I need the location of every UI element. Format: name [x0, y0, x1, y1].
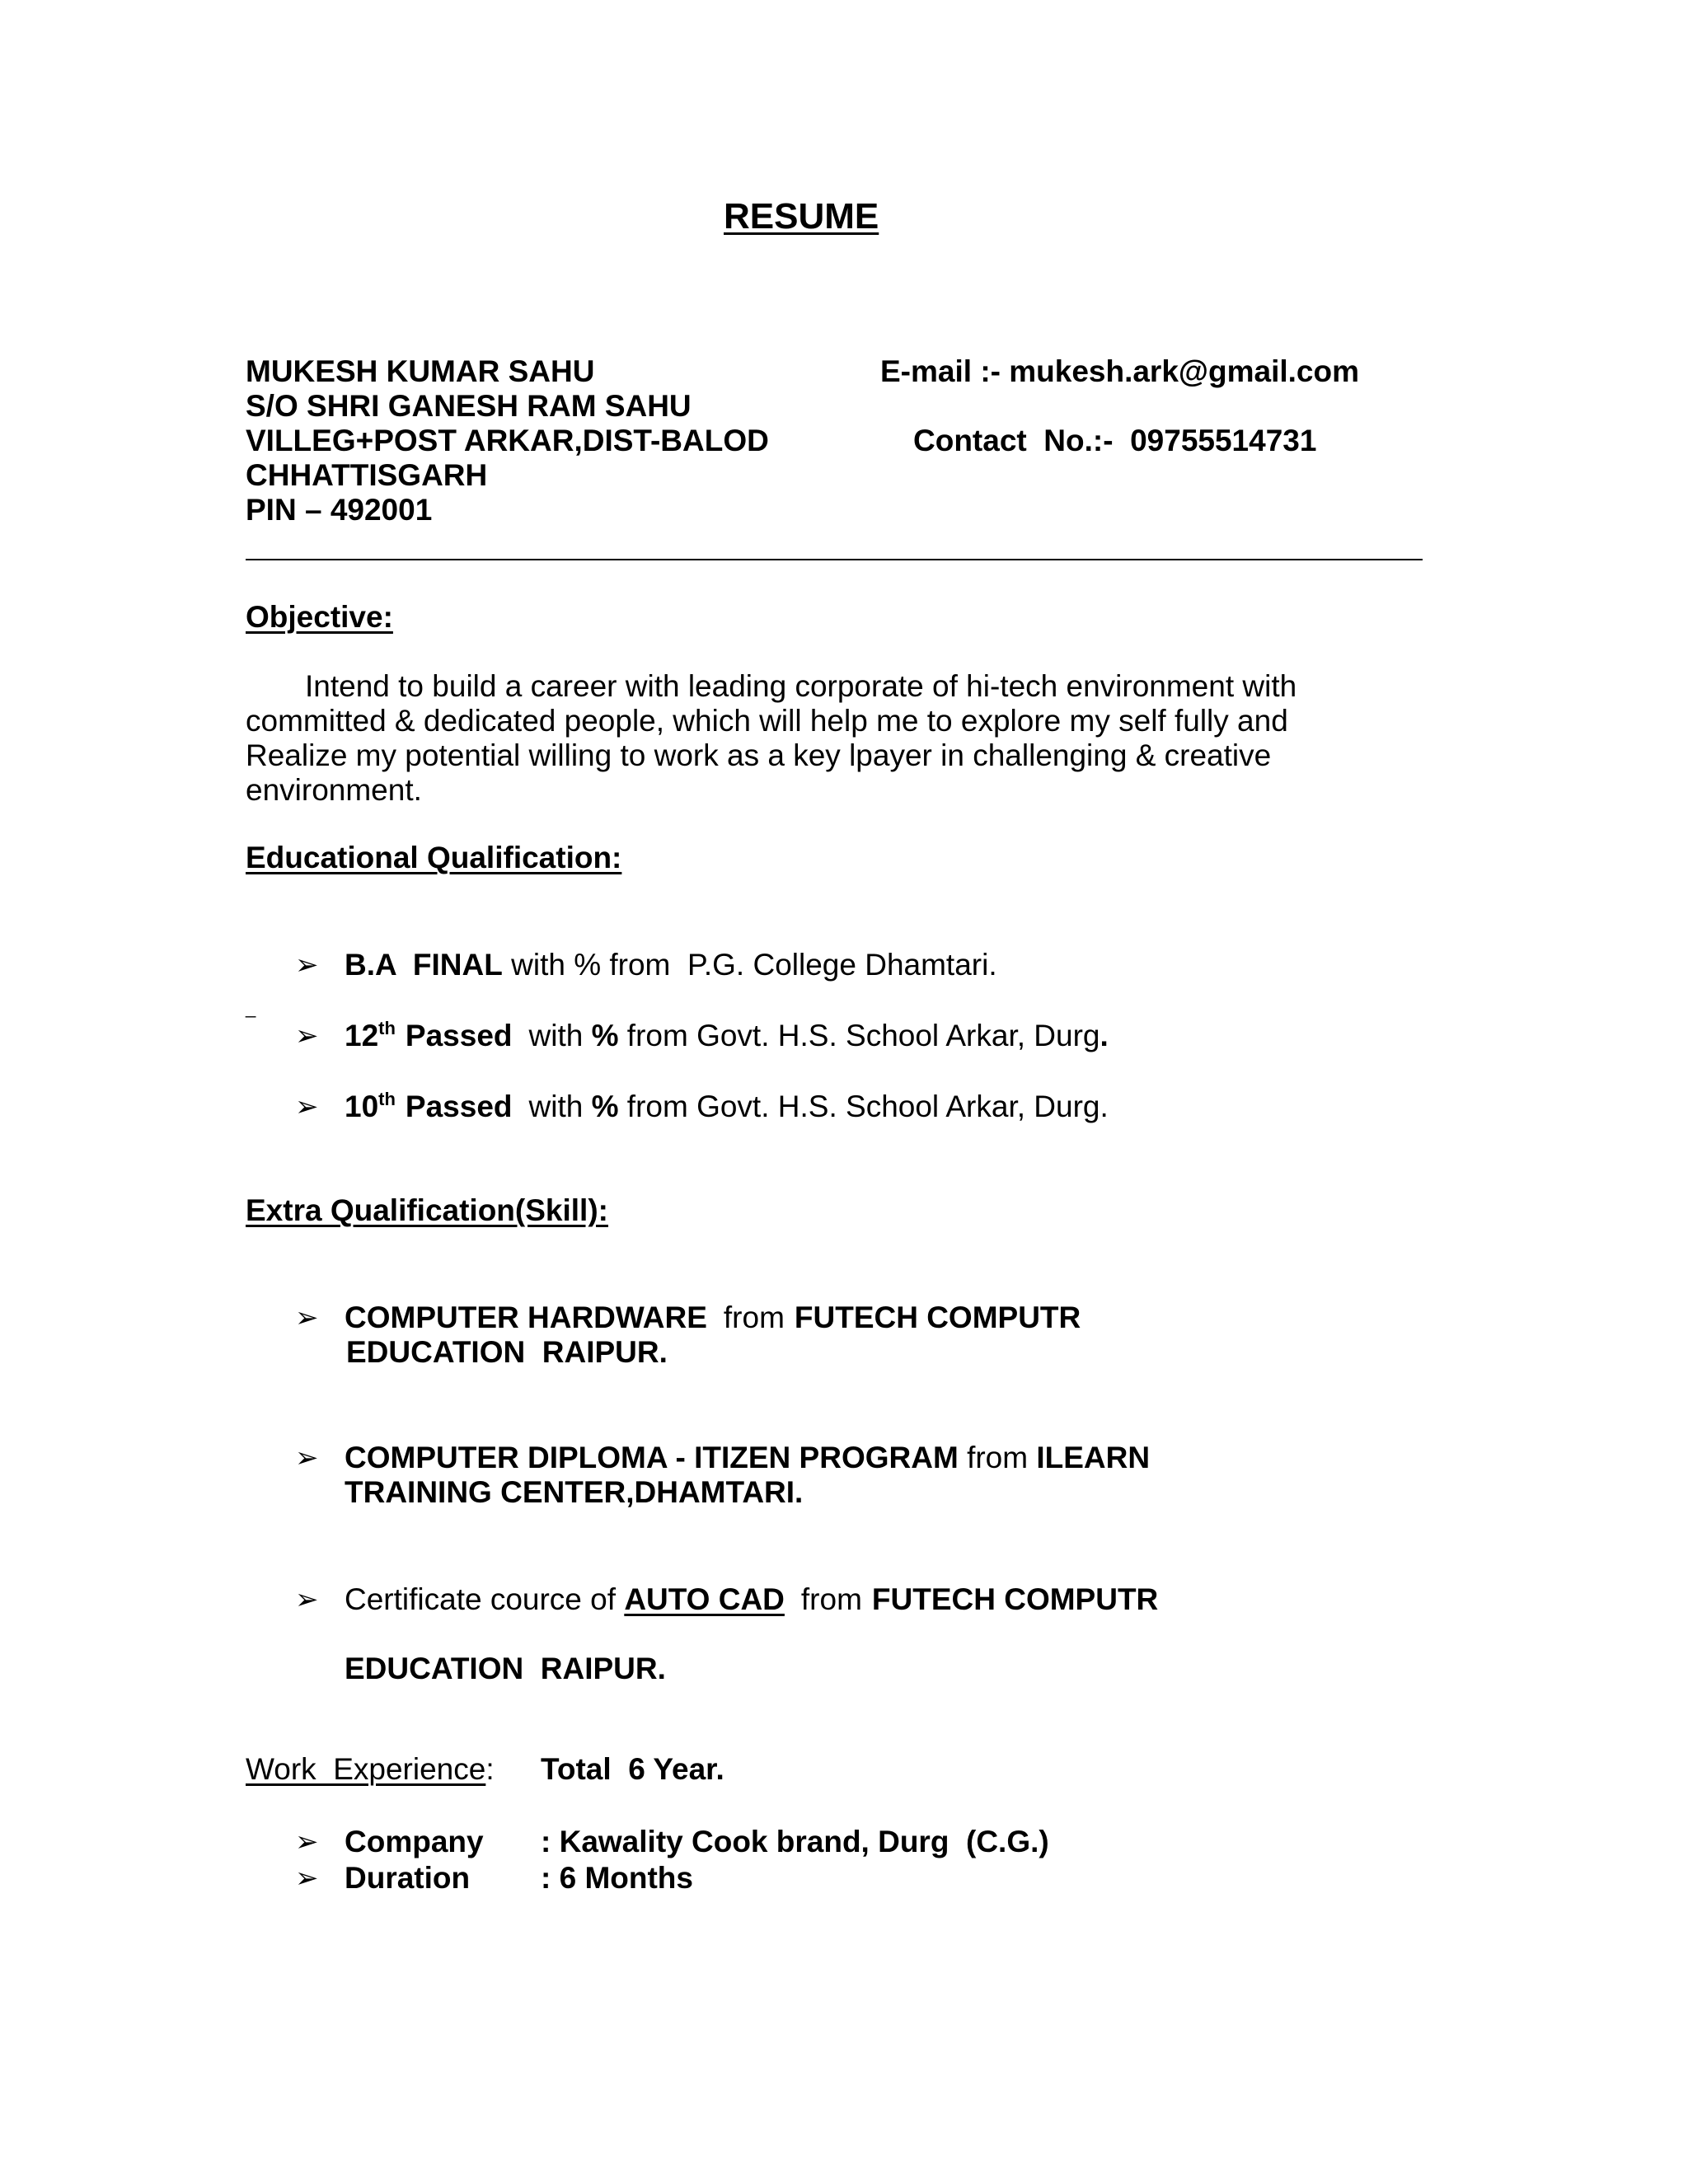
address-line: VILLEG+POST ARKAR,DIST-BALOD [246, 424, 769, 457]
education-item-2-detail: from Govt. H.S. School Arkar, Durg [626, 1019, 1100, 1052]
education-item-2-status: Passed [405, 1019, 513, 1052]
education-item-2-sup: th [378, 1018, 396, 1038]
education-item-1 [345, 948, 997, 982]
skill-item-3-course: Certificate cource of [345, 1582, 617, 1616]
email-line: E-mail :- mukesh.ark@gmail.com [880, 354, 1359, 388]
skill-item-3-from: from [800, 1582, 862, 1616]
education-item-3-pct: % [591, 1090, 619, 1123]
education-item-3-status: Passed [405, 1090, 513, 1123]
education-item-3-sup: th [378, 1089, 396, 1109]
skill-item-3-autocad: AUTO CAD [624, 1582, 785, 1616]
contact-line: Contact No.:- 09755514731 [913, 424, 1317, 457]
skill-item-1-from: from [723, 1301, 785, 1334]
education-item-2 [345, 1019, 1109, 1053]
education-item-3 [345, 1090, 1109, 1124]
work-duration-value: : 6 Months [541, 1861, 693, 1895]
skill-item-1-line2: EDUCATION RAIPUR. [346, 1335, 668, 1369]
education-item-1-detail: with % from P.G. College Dhamtari. [502, 948, 997, 982]
skill-item-2-institute: ILEARN [1036, 1441, 1151, 1474]
work-heading-row [246, 1752, 495, 1787]
work-heading: Work Experience [246, 1752, 486, 1786]
skills-heading: Extra Qualification(Skill): [246, 1193, 608, 1227]
objective-heading: Objective: [246, 600, 393, 634]
arrow-bullet-icon: ➢ [295, 1091, 319, 1122]
skill-item-3 [345, 1582, 1158, 1617]
education-item-2-end: . [1100, 1019, 1109, 1052]
applicant-name: MUKESH KUMAR SAHU [246, 354, 595, 388]
skill-item-2-course: COMPUTER DIPLOMA - ITIZEN PROGRAM [345, 1441, 959, 1474]
skill-item-1-institute: FUTECH COMPUTR [794, 1301, 1081, 1334]
education-item-1-degree: B.A FINAL [345, 948, 503, 982]
arrow-bullet-icon: ➢ [295, 1020, 319, 1052]
skill-item-3-institute: FUTECH COMPUTR [871, 1582, 1159, 1616]
objective-line-2: committed & dedicated people, which will help me to explore my self fully and [246, 704, 1288, 738]
skill-item-1-course: COMPUTER HARDWARE [345, 1301, 707, 1334]
skill-item-3-line2: EDUCATION RAIPUR. [345, 1652, 666, 1685]
education-item-2-with: with [528, 1019, 584, 1052]
education-item-3-with: with [528, 1090, 584, 1123]
arrow-bullet-icon: ➢ [295, 1442, 319, 1474]
header-divider [246, 559, 1423, 560]
objective-line-1: Intend to build a career with leading corporate of hi-tech environment with [305, 669, 1297, 703]
education-item-2-pct: % [591, 1019, 619, 1052]
skill-item-2 [345, 1441, 1150, 1475]
arrow-bullet-icon: ➢ [295, 1826, 319, 1858]
objective-line-3: Realize my potential willing to work as a key lpayer in challenging & creative [246, 738, 1272, 772]
objective-line-4: environment. [246, 773, 422, 807]
arrow-bullet-icon: ➢ [295, 1302, 319, 1333]
education-item-3-num: 10 [345, 1090, 379, 1123]
skill-item-1 [345, 1301, 1081, 1335]
education-item-3-detail: from Govt. H.S. School Arkar, Durg. [626, 1090, 1109, 1123]
skill-item-2-from: from [967, 1441, 1029, 1474]
skill-item-2-line2: TRAINING CENTER,DHAMTARI. [345, 1475, 804, 1509]
arrow-bullet-icon: ➢ [295, 1863, 319, 1894]
work-heading-colon: : [485, 1752, 495, 1786]
work-duration-label: Duration [345, 1861, 471, 1895]
page-title: RESUME [724, 196, 879, 237]
arrow-bullet-icon: ➢ [295, 949, 319, 981]
pin-line: PIN – 492001 [246, 493, 433, 527]
work-company-value: : Kawality Cook brand, Durg (C.G.) [541, 1825, 1049, 1858]
stray-mark: _ [246, 997, 256, 1018]
work-company-label: Company [345, 1825, 484, 1858]
work-total: Total 6 Year. [541, 1752, 724, 1786]
arrow-bullet-icon: ➢ [295, 1584, 319, 1615]
education-item-2-num: 12 [345, 1019, 379, 1052]
father-name: S/O SHRI GANESH RAM SAHU [246, 389, 692, 423]
education-heading: Educational Qualification: [246, 841, 622, 874]
state-line: CHHATTISGARH [246, 458, 488, 492]
